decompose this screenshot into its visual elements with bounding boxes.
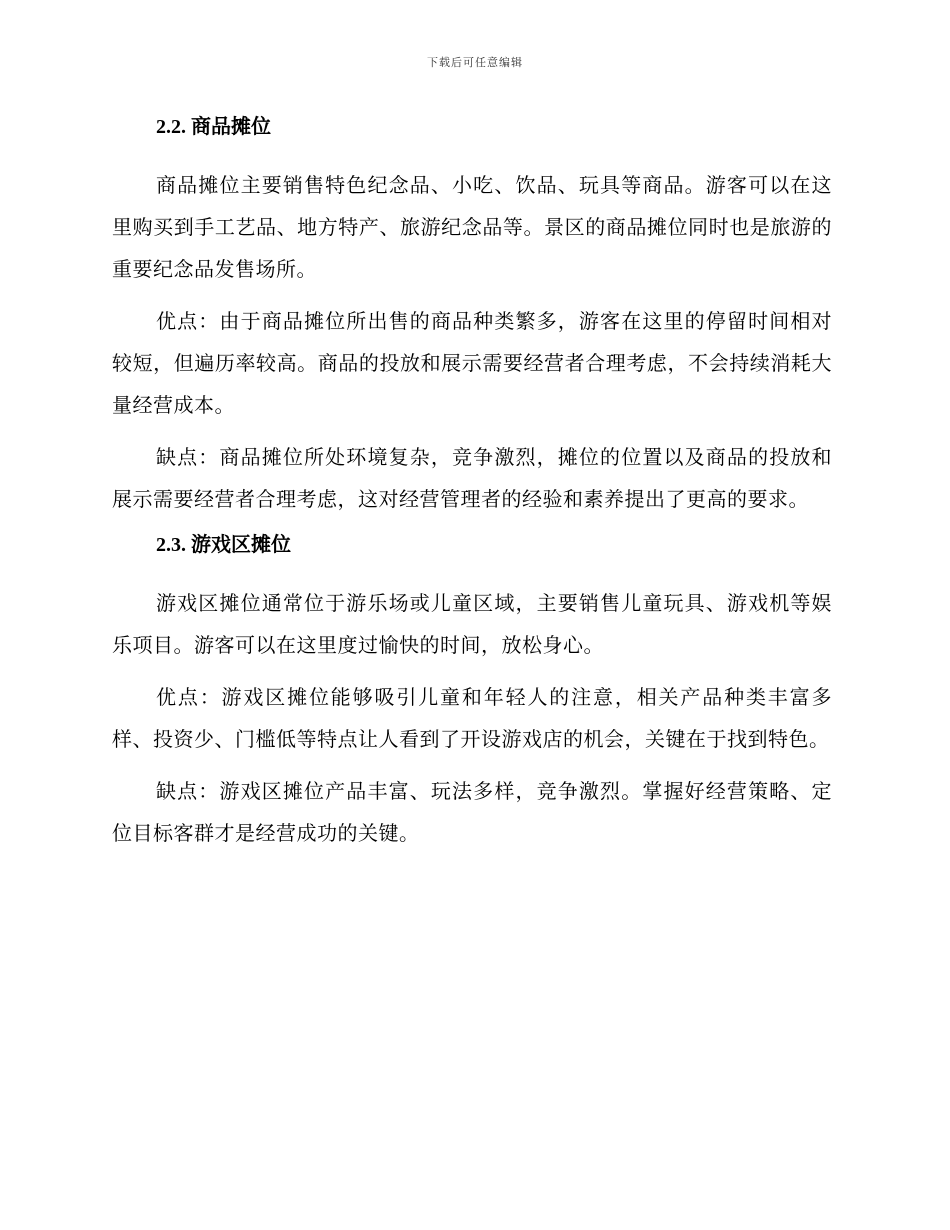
section-heading: 2.2. 商品摊位 [156, 116, 271, 138]
paragraph: 商品摊位主要销售特色纪念品、小吃、饮品、玩具等商品。游客可以在这里购买到手工艺品、地方特产、旅游纪念品等。景区的商品摊位同时也是旅游的重要纪念品发售场所。 [112, 173, 832, 281]
section-2-3 [112, 530, 832, 854]
section-2-2 [112, 112, 832, 520]
section-heading: 2.3. 游戏区摊位 [156, 534, 291, 556]
paragraph: 缺点：商品摊位所处环境复杂，竞争激烈，摊位的位置以及商品的投放和展示需要经营者合理考虑，这对经营管理者的经验和素养提出了更高的要求。 [112, 445, 832, 511]
document-body [112, 112, 832, 864]
paragraph: 缺点：游戏区摊位产品丰富、玩法多样，竞争激烈。掌握好经营策略、定位目标客群才是经营成功的关键。 [112, 779, 832, 845]
paragraph: 游戏区摊位通常位于游乐场或儿童区域，主要销售儿童玩具、游戏机等娱乐项目。游客可以在这里度过愉快的时间，放松身心。 [112, 591, 832, 657]
page-header: 下载后可任意编辑 [427, 56, 523, 69]
paragraph: 优点：游戏区摊位能够吸引儿童和年轻人的注意，相关产品种类丰富多样、投资少、门槛低等特点让人看到了开设游戏店的机会，关键在于找到特色。 [112, 685, 832, 751]
paragraph: 优点：由于商品摊位所出售的商品种类繁多，游客在这里的停留时间相对较短，但遍历率较高。商品的投放和展示需要经营者合理考虑，不会持续消耗大量经营成本。 [112, 309, 832, 417]
